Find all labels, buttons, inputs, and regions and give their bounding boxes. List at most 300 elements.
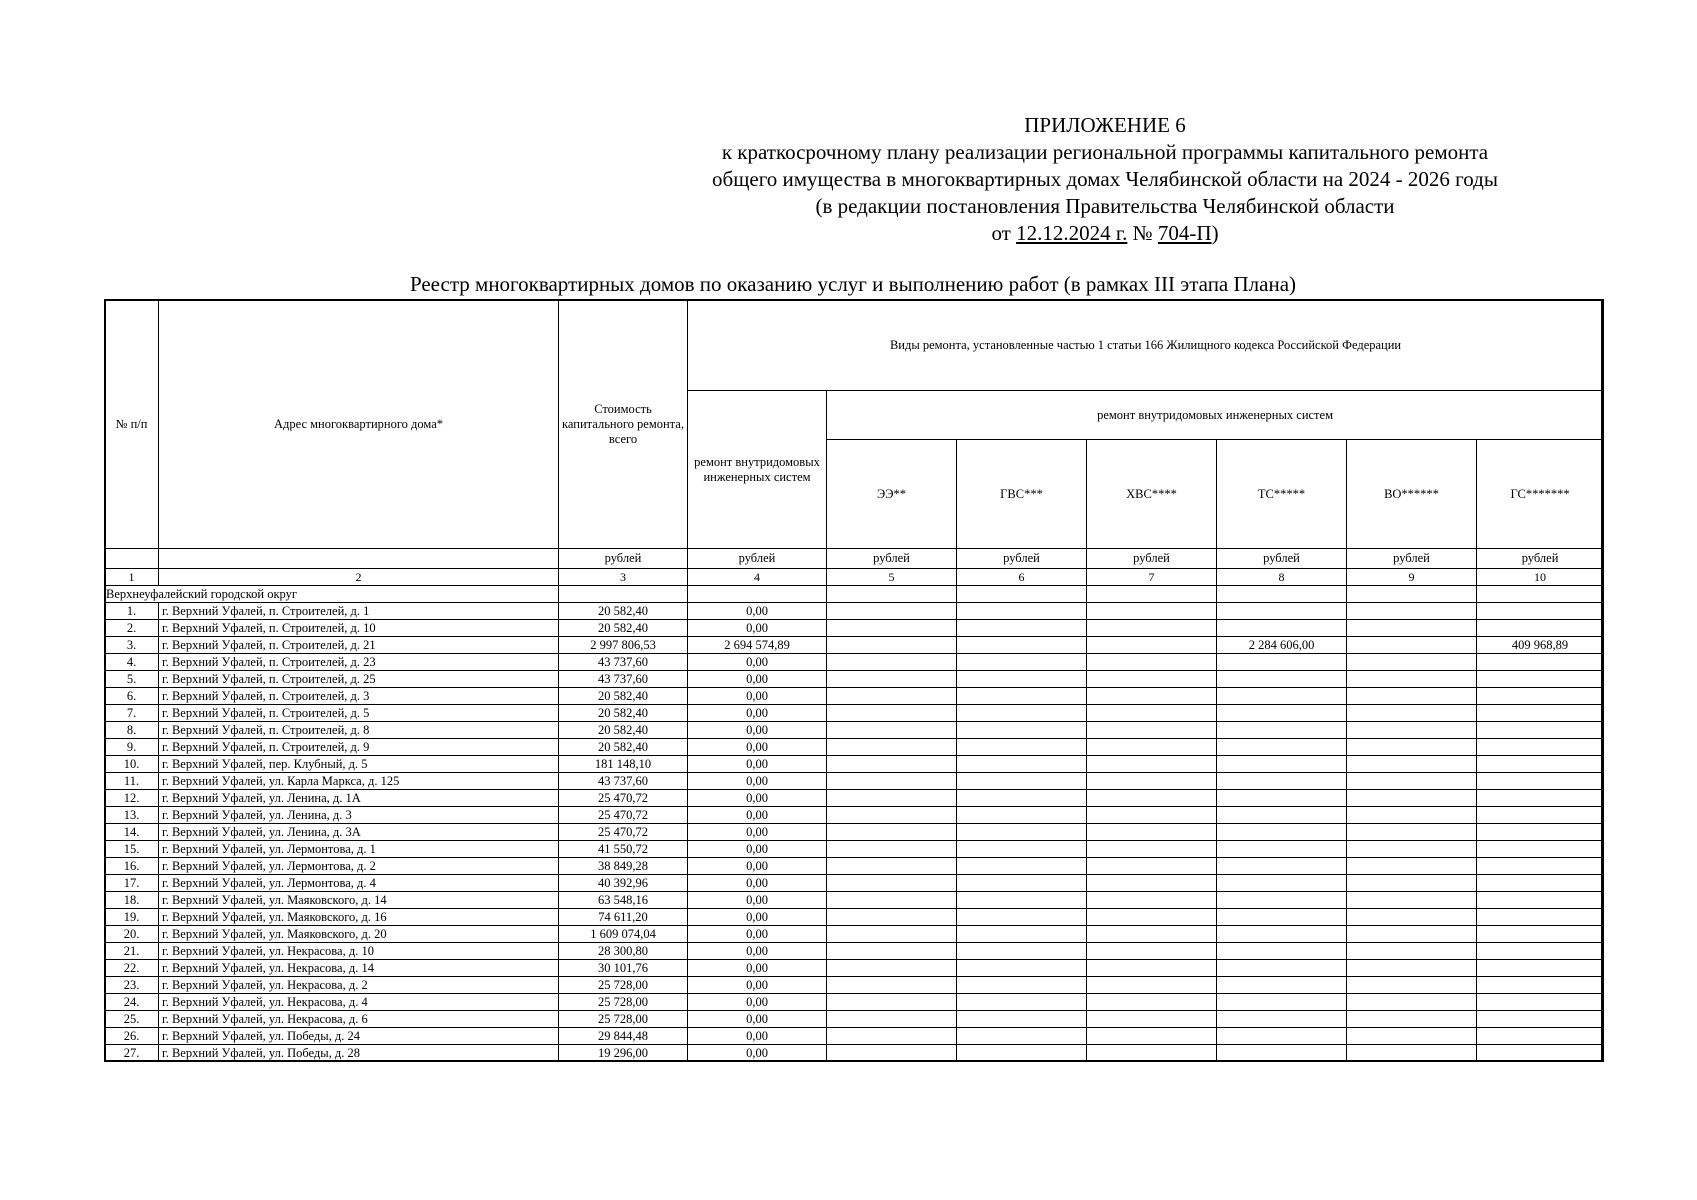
row-internal-systems: 0,00 (688, 824, 827, 841)
row-address: г. Верхний Уфалей, ул. Маяковского, д. 14 (159, 892, 559, 909)
table-row (105, 654, 1604, 671)
table-row (105, 875, 1604, 892)
units-row (105, 549, 1604, 569)
row-hvs (1087, 960, 1217, 977)
row-gvs (957, 603, 1087, 620)
row-hvs (1087, 637, 1217, 654)
row-vo (1347, 756, 1477, 773)
row-ts (1217, 841, 1347, 858)
row-address: г. Верхний Уфалей, ул. Некрасова, д. 10 (159, 943, 559, 960)
row-vo (1347, 790, 1477, 807)
row-internal-systems: 0,00 (688, 671, 827, 688)
column-number: 9 (1347, 569, 1477, 586)
row-gs (1477, 756, 1604, 773)
row-total: 63 548,16 (559, 892, 688, 909)
row-address: г. Верхний Уфалей, ул. Карла Маркса, д. 125 (159, 773, 559, 790)
row-number: 11. (105, 773, 159, 790)
row-number: 6. (105, 688, 159, 705)
table-row (105, 841, 1604, 858)
row-vo (1347, 960, 1477, 977)
table-row (105, 1045, 1604, 1062)
row-ts (1217, 892, 1347, 909)
row-ee (827, 603, 957, 620)
row-gs (1477, 722, 1604, 739)
appendix-title: ПРИЛОЖЕНИЕ 6 (1024, 113, 1186, 137)
unit-cell: рублей (957, 549, 1087, 569)
row-number: 3. (105, 637, 159, 654)
row-ee (827, 620, 957, 637)
row-gvs (957, 756, 1087, 773)
row-hvs (1087, 875, 1217, 892)
row-gs (1477, 960, 1604, 977)
header-repair-types: Виды ремонта, установленные частью 1 статьи 166 Жилищного кодекса Российской Федерации (688, 300, 1604, 391)
row-total: 41 550,72 (559, 841, 688, 858)
row-address: г. Верхний Уфалей, ул. Лермонтова, д. 4 (159, 875, 559, 892)
row-vo (1347, 807, 1477, 824)
header-hvs: ХВС**** (1087, 440, 1217, 549)
row-vo (1347, 926, 1477, 943)
row-gs (1477, 841, 1604, 858)
header-ee: ЭЭ** (827, 440, 957, 549)
table-row (105, 1028, 1604, 1045)
row-ee (827, 773, 957, 790)
row-internal-systems: 0,00 (688, 688, 827, 705)
header-gs: ГС******* (1477, 440, 1604, 549)
row-total: 29 844,48 (559, 1028, 688, 1045)
row-gs (1477, 1028, 1604, 1045)
row-address: г. Верхний Уфалей, п. Строителей, д. 23 (159, 654, 559, 671)
row-total: 25 728,00 (559, 994, 688, 1011)
table-row (105, 977, 1604, 994)
header-total: Стоимость капитального ремонта, всего (559, 300, 688, 549)
row-hvs (1087, 671, 1217, 688)
row-internal-systems: 0,00 (688, 943, 827, 960)
row-total: 43 737,60 (559, 671, 688, 688)
row-gs (1477, 688, 1604, 705)
row-gvs (957, 637, 1087, 654)
row-address: г. Верхний Уфалей, ул. Ленина, д. 3 (159, 807, 559, 824)
table-row (105, 790, 1604, 807)
row-total: 20 582,40 (559, 722, 688, 739)
row-ts (1217, 722, 1347, 739)
row-ts (1217, 909, 1347, 926)
row-hvs (1087, 756, 1217, 773)
resolution-date: 12.12.2024 г. (1016, 221, 1128, 245)
row-ts: 2 284 606,00 (1217, 637, 1347, 654)
row-number: 27. (105, 1045, 159, 1062)
row-gvs (957, 926, 1087, 943)
row-total: 20 582,40 (559, 688, 688, 705)
row-hvs (1087, 807, 1217, 824)
row-internal-systems: 2 694 574,89 (688, 637, 827, 654)
unit-cell: рублей (688, 549, 827, 569)
row-gvs (957, 824, 1087, 841)
row-number: 26. (105, 1028, 159, 1045)
row-ts (1217, 807, 1347, 824)
region-name: Верхнеуфалейский городской округ (105, 586, 559, 603)
row-gvs (957, 807, 1087, 824)
row-gs (1477, 858, 1604, 875)
row-ts (1217, 977, 1347, 994)
row-gs (1477, 875, 1604, 892)
row-ts (1217, 858, 1347, 875)
row-vo (1347, 688, 1477, 705)
header-vo: ВО****** (1347, 440, 1477, 549)
row-internal-systems: 0,00 (688, 892, 827, 909)
region-cell-blank (1347, 586, 1477, 603)
row-total: 43 737,60 (559, 654, 688, 671)
table-row (105, 722, 1604, 739)
row-address: г. Верхний Уфалей, п. Строителей, д. 25 (159, 671, 559, 688)
region-cell-blank (1217, 586, 1347, 603)
row-total: 25 470,72 (559, 790, 688, 807)
row-gvs (957, 994, 1087, 1011)
row-gs (1477, 926, 1604, 943)
row-ee (827, 688, 957, 705)
row-ts (1217, 773, 1347, 790)
row-internal-systems: 0,00 (688, 603, 827, 620)
row-internal-systems: 0,00 (688, 756, 827, 773)
row-number: 1. (105, 603, 159, 620)
row-gvs (957, 943, 1087, 960)
header-internal-subgroup: ремонт внутридомовых инженерных систем (827, 391, 1604, 440)
column-number: 10 (1477, 569, 1604, 586)
table-row (105, 994, 1604, 1011)
row-vo (1347, 909, 1477, 926)
row-number: 24. (105, 994, 159, 1011)
row-ee (827, 1028, 957, 1045)
row-gvs (957, 909, 1087, 926)
unit-cell-blank (105, 549, 159, 569)
row-vo (1347, 620, 1477, 637)
row-vo (1347, 858, 1477, 875)
row-gs (1477, 994, 1604, 1011)
row-internal-systems: 0,00 (688, 909, 827, 926)
row-ts (1217, 654, 1347, 671)
table-row (105, 688, 1604, 705)
row-ee (827, 926, 957, 943)
row-ee (827, 1045, 957, 1062)
row-gvs (957, 739, 1087, 756)
row-address: г. Верхний Уфалей, ул. Некрасова, д. 2 (159, 977, 559, 994)
row-ee (827, 824, 957, 841)
row-vo (1347, 603, 1477, 620)
row-gs (1477, 603, 1604, 620)
row-address: г. Верхний Уфалей, п. Строителей, д. 8 (159, 722, 559, 739)
row-ts (1217, 1011, 1347, 1028)
row-address: г. Верхний Уфалей, п. Строителей, д. 1 (159, 603, 559, 620)
row-total: 1 609 074,04 (559, 926, 688, 943)
row-internal-systems: 0,00 (688, 977, 827, 994)
unit-cell: рублей (827, 549, 957, 569)
row-number: 21. (105, 943, 159, 960)
row-vo (1347, 705, 1477, 722)
row-total: 28 300,80 (559, 943, 688, 960)
row-hvs (1087, 994, 1217, 1011)
row-gvs (957, 960, 1087, 977)
row-number: 20. (105, 926, 159, 943)
row-ts (1217, 671, 1347, 688)
row-vo (1347, 773, 1477, 790)
table-row (105, 943, 1604, 960)
row-total: 43 737,60 (559, 773, 688, 790)
row-gs (1477, 705, 1604, 722)
table-row (105, 756, 1604, 773)
row-total: 19 296,00 (559, 1045, 688, 1062)
row-gvs (957, 705, 1087, 722)
header-close-paren: ) (1211, 221, 1219, 245)
row-vo (1347, 671, 1477, 688)
row-hvs (1087, 1028, 1217, 1045)
row-hvs (1087, 603, 1217, 620)
row-gvs (957, 1011, 1087, 1028)
row-vo (1347, 722, 1477, 739)
row-internal-systems: 0,00 (688, 739, 827, 756)
table-row (105, 603, 1604, 620)
row-vo (1347, 943, 1477, 960)
row-vo (1347, 1028, 1477, 1045)
row-internal-systems: 0,00 (688, 1045, 827, 1062)
row-hvs (1087, 722, 1217, 739)
row-number: 5. (105, 671, 159, 688)
row-ts (1217, 1028, 1347, 1045)
row-ee (827, 858, 957, 875)
row-hvs (1087, 909, 1217, 926)
row-number: 23. (105, 977, 159, 994)
row-total: 2 997 806,53 (559, 637, 688, 654)
column-number: 8 (1217, 569, 1347, 586)
row-vo (1347, 1011, 1477, 1028)
unit-cell: рублей (559, 549, 688, 569)
row-hvs (1087, 977, 1217, 994)
row-ts (1217, 943, 1347, 960)
row-address: г. Верхний Уфалей, ул. Некрасова, д. 14 (159, 960, 559, 977)
row-gvs (957, 875, 1087, 892)
row-gs (1477, 773, 1604, 790)
header-line-4: (в редакции постановления Правительства Челябинской области (815, 194, 1395, 218)
row-total: 25 728,00 (559, 977, 688, 994)
row-number: 8. (105, 722, 159, 739)
row-number: 7. (105, 705, 159, 722)
row-gs (1477, 1011, 1604, 1028)
row-vo (1347, 1045, 1477, 1062)
row-ts (1217, 875, 1347, 892)
header-address: Адрес многоквартирного дома* (159, 300, 559, 549)
column-number: 2 (159, 569, 559, 586)
row-internal-systems: 0,00 (688, 773, 827, 790)
column-number: 1 (105, 569, 159, 586)
header-ts: ТС***** (1217, 440, 1347, 549)
row-ee (827, 960, 957, 977)
row-address: г. Верхний Уфалей, п. Строителей, д. 5 (159, 705, 559, 722)
row-ee (827, 892, 957, 909)
row-ts (1217, 603, 1347, 620)
column-number: 3 (559, 569, 688, 586)
row-total: 25 470,72 (559, 807, 688, 824)
row-gs (1477, 739, 1604, 756)
row-ee (827, 807, 957, 824)
row-ee (827, 705, 957, 722)
row-vo (1347, 875, 1477, 892)
row-ee (827, 654, 957, 671)
row-number: 25. (105, 1011, 159, 1028)
row-number: 19. (105, 909, 159, 926)
row-internal-systems: 0,00 (688, 841, 827, 858)
row-hvs (1087, 841, 1217, 858)
region-cell-blank (1477, 586, 1604, 603)
row-address: г. Верхний Уфалей, ул. Некрасова, д. 4 (159, 994, 559, 1011)
row-address: г. Верхний Уфалей, п. Строителей, д. 10 (159, 620, 559, 637)
row-address: г. Верхний Уфалей, п. Строителей, д. 3 (159, 688, 559, 705)
row-ee (827, 841, 957, 858)
header-from: от (991, 221, 1017, 245)
row-total: 30 101,76 (559, 960, 688, 977)
row-gvs (957, 892, 1087, 909)
row-gs (1477, 892, 1604, 909)
row-gs (1477, 943, 1604, 960)
header-line-3: общего имущества в многоквартирных домах Челябинской области на 2024 - 2026 годы (712, 167, 1498, 191)
row-gs (1477, 977, 1604, 994)
row-vo (1347, 977, 1477, 994)
row-ts (1217, 756, 1347, 773)
row-ee (827, 790, 957, 807)
row-gs (1477, 671, 1604, 688)
row-internal-systems: 0,00 (688, 960, 827, 977)
row-internal-systems: 0,00 (688, 875, 827, 892)
row-ee (827, 994, 957, 1011)
row-gs (1477, 909, 1604, 926)
row-total: 40 392,96 (559, 875, 688, 892)
row-hvs (1087, 705, 1217, 722)
row-number: 13. (105, 807, 159, 824)
row-total: 20 582,40 (559, 603, 688, 620)
row-internal-systems: 0,00 (688, 807, 827, 824)
unit-cell: рублей (1477, 549, 1604, 569)
column-number: 5 (827, 569, 957, 586)
row-internal-systems: 0,00 (688, 620, 827, 637)
row-gs (1477, 620, 1604, 637)
column-number: 4 (688, 569, 827, 586)
row-address: г. Верхний Уфалей, ул. Победы, д. 24 (159, 1028, 559, 1045)
row-hvs (1087, 739, 1217, 756)
row-gs (1477, 790, 1604, 807)
row-gs (1477, 1045, 1604, 1062)
row-gvs (957, 977, 1087, 994)
row-ee (827, 671, 957, 688)
row-ee (827, 739, 957, 756)
row-ts (1217, 790, 1347, 807)
header-no: № п/п (105, 300, 159, 549)
header-line-5 (600, 220, 1610, 247)
row-hvs (1087, 824, 1217, 841)
row-ts (1217, 1045, 1347, 1062)
table-row (105, 926, 1604, 943)
row-gvs (957, 773, 1087, 790)
row-vo (1347, 824, 1477, 841)
row-gvs (957, 1045, 1087, 1062)
row-gvs (957, 790, 1087, 807)
row-internal-systems: 0,00 (688, 926, 827, 943)
column-numbers-row (105, 569, 1604, 586)
row-vo (1347, 994, 1477, 1011)
unit-cell: рублей (1087, 549, 1217, 569)
unit-cell-blank (159, 549, 559, 569)
row-hvs (1087, 620, 1217, 637)
row-hvs (1087, 943, 1217, 960)
row-internal-systems: 0,00 (688, 722, 827, 739)
row-gs (1477, 824, 1604, 841)
row-hvs (1087, 688, 1217, 705)
row-number: 12. (105, 790, 159, 807)
row-address: г. Верхний Уфалей, ул. Некрасова, д. 6 (159, 1011, 559, 1028)
row-number: 17. (105, 875, 159, 892)
table-row (105, 705, 1604, 722)
row-total: 20 582,40 (559, 739, 688, 756)
row-address: г. Верхний Уфалей, ул. Победы, д. 28 (159, 1045, 559, 1062)
table-row (105, 824, 1604, 841)
row-ts (1217, 926, 1347, 943)
row-ee (827, 722, 957, 739)
row-gs (1477, 807, 1604, 824)
row-gvs (957, 671, 1087, 688)
row-vo (1347, 637, 1477, 654)
row-gs: 409 968,89 (1477, 637, 1604, 654)
row-address: г. Верхний Уфалей, ул. Лермонтова, д. 1 (159, 841, 559, 858)
table-row (105, 909, 1604, 926)
row-number: 2. (105, 620, 159, 637)
region-cell-blank (1087, 586, 1217, 603)
row-internal-systems: 0,00 (688, 994, 827, 1011)
row-internal-systems: 0,00 (688, 790, 827, 807)
row-ts (1217, 994, 1347, 1011)
row-address: г. Верхний Уфалей, пер. Клубный, д. 5 (159, 756, 559, 773)
row-ts (1217, 620, 1347, 637)
table-row (105, 858, 1604, 875)
row-ee (827, 756, 957, 773)
row-hvs (1087, 1011, 1217, 1028)
unit-cell: рублей (1347, 549, 1477, 569)
region-row (105, 586, 1604, 603)
row-address: г. Верхний Уфалей, п. Строителей, д. 21 (159, 637, 559, 654)
table-row (105, 671, 1604, 688)
header-internal-systems: ремонт внутридомовых инженерных систем (688, 391, 827, 549)
document-header (600, 112, 1610, 247)
table-row (105, 620, 1604, 637)
row-gs (1477, 654, 1604, 671)
row-gvs (957, 841, 1087, 858)
row-address: г. Верхний Уфалей, ул. Маяковского, д. 16 (159, 909, 559, 926)
registry-table (104, 299, 1604, 1062)
row-number: 4. (105, 654, 159, 671)
row-ts (1217, 705, 1347, 722)
row-ts (1217, 824, 1347, 841)
row-hvs (1087, 1045, 1217, 1062)
row-hvs (1087, 790, 1217, 807)
row-vo (1347, 892, 1477, 909)
region-cell-blank (559, 586, 688, 603)
row-address: г. Верхний Уфалей, ул. Ленина, д. 3А (159, 824, 559, 841)
header-gvs: ГВС*** (957, 440, 1087, 549)
table-row (105, 960, 1604, 977)
row-total: 25 470,72 (559, 824, 688, 841)
row-address: г. Верхний Уфалей, ул. Маяковского, д. 20 (159, 926, 559, 943)
region-cell-blank (688, 586, 827, 603)
region-cell-blank (827, 586, 957, 603)
unit-cell: рублей (1217, 549, 1347, 569)
row-total: 20 582,40 (559, 620, 688, 637)
row-number: 16. (105, 858, 159, 875)
row-number: 10. (105, 756, 159, 773)
